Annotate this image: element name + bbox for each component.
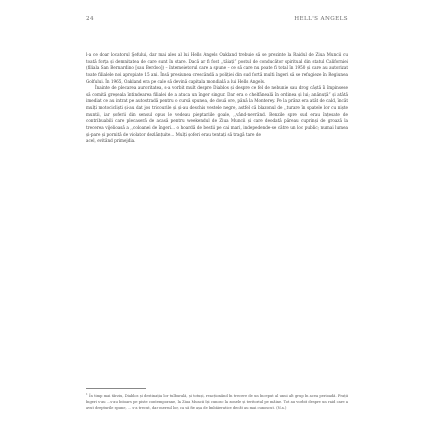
running-head: HELL'S ANGELS [294,16,348,22]
footnote [86,392,348,411]
paragraph: acel, evitând primejdia. [86,138,136,144]
paragraph: Înainte de plecarea auroritatea, s-a vorbit mult despre Diablos și despre ce fel de nebunie sau drog câștă îi împinsese să comită greșeala întindearea filialei de a atuca un înger singur. Dar era o chelfăneală în ordinea și lui; anănuță” și atâtă imediat ce au intrat pe autostradă pentru o cursă spunea, de două ore, până la Monterey. Pe la prânz era atât de cald, încât mulți motocicliști și-au dat jos tricourile și și-au deschis vestele negre, astfel că blazonul de ,,turare în spatele lor cu niște muntii, iar șoferii din sensul opus le vedeau pieptariile goale, ,,vând-nevrând. Benzile spre sud erau înțesate de contribuabili care plecaseră de acasă pentru weekendul de Ziua Muncii și care deodată păreau cuprinși de groază la trecerea vijelioasă a ,,coloanei de îngeri... o hoardă de bestii pe cai mari, indepedende-se către un loc public; numai lumea și-pare și pornită de violator dezlănțuite... Mulți șoferi erau tentați să tragă tare de [86,85,348,137]
body-text [86,52,348,145]
paragraph: l-a ce doar locatorul Şefului, dar mai ales al lui Hells Angels Oakland trebuie să se prezinte la Raidul de Ziua Muncii cu toată forța și demnitatea de care sunt în stare. Dacă ar fi fost ,,tăiați” postul de conducător spiritual din statul Californiei (filiala San Bernardino [sau Berdoo]) – întemeietorul care a spune – ce să care nu poate fi total în 1950 și care au autorizat toate filialele noi apropiate 15 ani. Însă presiunea crescândă a poliției din sud fortă multi îngeri să se refugieze în Regiunea Golfului. În 1965, Oakland era pe cale să devină capitala mondială a lui Hells Angels. [86,52,348,84]
footnote-divider [86,388,146,389]
footnote-text: În timp mai târziu, Diablos și destinația lor tulburală, și totuși, reacționând în trecere de un început al unui alt grup în acea perioadă. Frații îngeri s-au ...s-au întoars pe piste contemporane, la Ziua Muncii își cunosc la zonele și teritoriul pe mâine. Tot au vorbit despre un raid care a avut drepturile spune, ... s-a trecut, dar mersul lor, ca să fie așa de îmbăieratice decât au mai cunoscut. (N.a.) [86,394,348,410]
footnote-marker: 1 [86,392,88,396]
page-number: 24 [86,16,94,22]
page-header [86,16,348,28]
